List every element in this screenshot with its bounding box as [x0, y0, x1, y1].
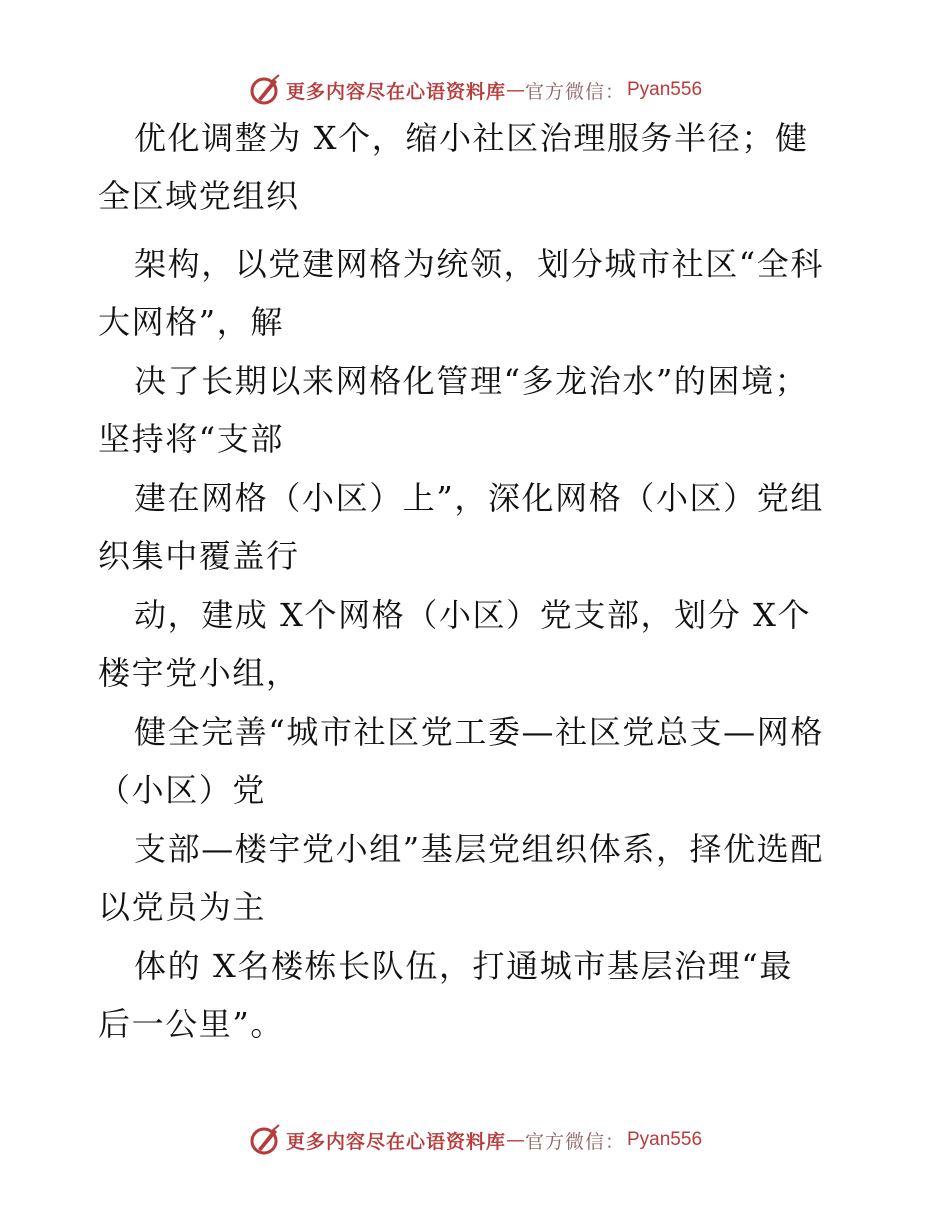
paragraph-line: 架构，以党建网格为统领，划分城市社区“全科	[134, 245, 824, 283]
watermark-wechat-id: Pyan556	[627, 1129, 703, 1150]
paragraph-line: 大网格”，解	[98, 303, 284, 341]
paragraph-line: 优化调整为 X个，缩小社区治理服务半径；健	[134, 119, 809, 157]
paragraph-line: 后一公里”。	[98, 1005, 284, 1043]
watermark-wechat-label: 官方微信：	[524, 1130, 625, 1153]
watermark-site-text: 更多内容尽在心语资料库	[285, 80, 506, 103]
quill-logo-icon	[248, 1123, 282, 1157]
quill-logo-icon	[248, 73, 282, 107]
paragraph-line: 决了长期以来网格化管理“多龙治水”的困境；	[134, 362, 809, 400]
watermark-wechat-id: Pyan556	[627, 79, 703, 100]
paragraph-line: 动，建成 X个网格（小区）党支部，划分 X个	[134, 596, 812, 634]
paragraph-line: 以党员为主	[98, 888, 267, 926]
paragraph-line: 健全完善“城市社区党工委—社区党总支—网格	[134, 713, 824, 751]
header-watermark	[0, 70, 950, 110]
paragraph-line: 织集中覆盖行	[98, 537, 300, 575]
paragraph-line: 建在网格（小区）上”，深化网格（小区）党组	[134, 479, 824, 517]
watermark-wechat-label: 官方微信：	[524, 80, 625, 103]
watermark-dash: —	[505, 1129, 525, 1151]
paragraph-line: 楼宇党小组，	[98, 654, 300, 692]
paragraph-line: 体的 X名楼栋长队伍，打通城市基层治理“最	[134, 947, 793, 985]
watermark-dash: —	[505, 79, 525, 101]
paragraph-line: （小区）党	[98, 771, 267, 809]
paragraph-line: 支部—楼宇党小组”基层党组织体系，择优选配	[134, 830, 824, 868]
paragraph-line: 全区域党组织	[98, 177, 300, 215]
footer-watermark	[0, 1120, 950, 1160]
watermark-site-text: 更多内容尽在心语资料库	[285, 1130, 506, 1153]
paragraph-line: 坚持将“支部	[98, 420, 284, 458]
